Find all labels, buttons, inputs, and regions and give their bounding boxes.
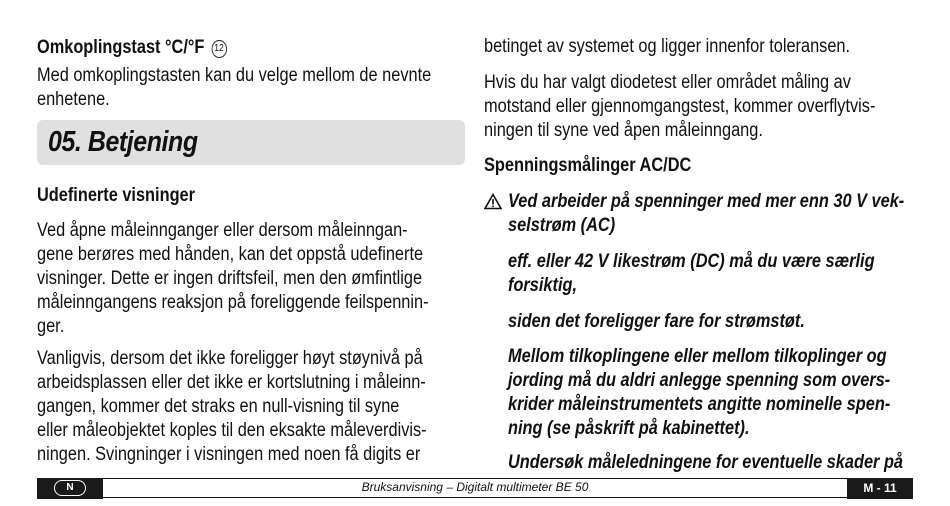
section-title: 05. Betjening [48,126,198,158]
warning-text-2: eff. eller 42 V likestrøm (DC) må du være særlig forsiktig, [508,251,875,296]
paragraph-overflow: Hvis du har valgt diodetest eller området måling av motstand eller gjennomgangstest, kommer overflytvis- ningen til syne ved åpen måleinngang. [484,72,876,141]
paragraph-tolerance: betinget av systemet og ligger innenfor toleransen. [484,36,851,57]
warning-text-4: Mellom tilkoplingene eller mellom tilkoplinger og jording må du aldri anlegge spenning som overs- krider måleinstrumentets angitte nominelle spen- ning (se påskrift på kabinettet). [508,346,891,439]
paragraph-undefined-displays: Ved åpne måleinnganger eller dersom måleinngan- gene berøres med hånden, kan det oppstå udefinerte visninger. Dette er ingen driftsfeil, men den ømfintlige måleinngangens reaksjon på foreliggende feilspennin- ger. [37,220,429,337]
section-banner [37,120,465,165]
paragraph-unit-switch: Med omkoplingstasten kan du velge mellom de nevnte enhetene. [37,65,432,110]
warning-text-3: siden det foreligger fare for strømstøt. [508,311,805,332]
heading-undefined-displays: Udefinerte visninger [37,185,195,206]
footer-title: Bruksanvisning – Digitalt multimeter BE 50 [361,480,589,494]
warning-triangle-icon [484,193,502,210]
reference-number-badge: 12 [211,40,226,58]
heading-voltage-measurements: Spenningsmålinger AC/DC [484,155,692,176]
warning-text-5: Undersøk måleledningene for eventuelle skader på [508,452,904,473]
page-footer [37,478,913,498]
heading-unit-switch: Omkoplingstast °C/°F 12 [37,37,258,59]
language-badge-label: N [54,480,86,496]
paragraph-normal-conditions: Vanligvis, dersom det ikke foreligger høyt støynivå på arbeidsplassen eller det ikke er kortslutning i måleinn- gangen, kommer det straks en null-visning til syne eller måleobjektet koples til den eksakte måleverdivis- ningen. Svingninger i visningen med noen få digits er [37,348,427,465]
warning-text-1: Ved arbeider på spenninger med mer enn 30 V vek- selstrøm (AC) [508,191,905,236]
page-number: M - 11 [847,478,913,499]
